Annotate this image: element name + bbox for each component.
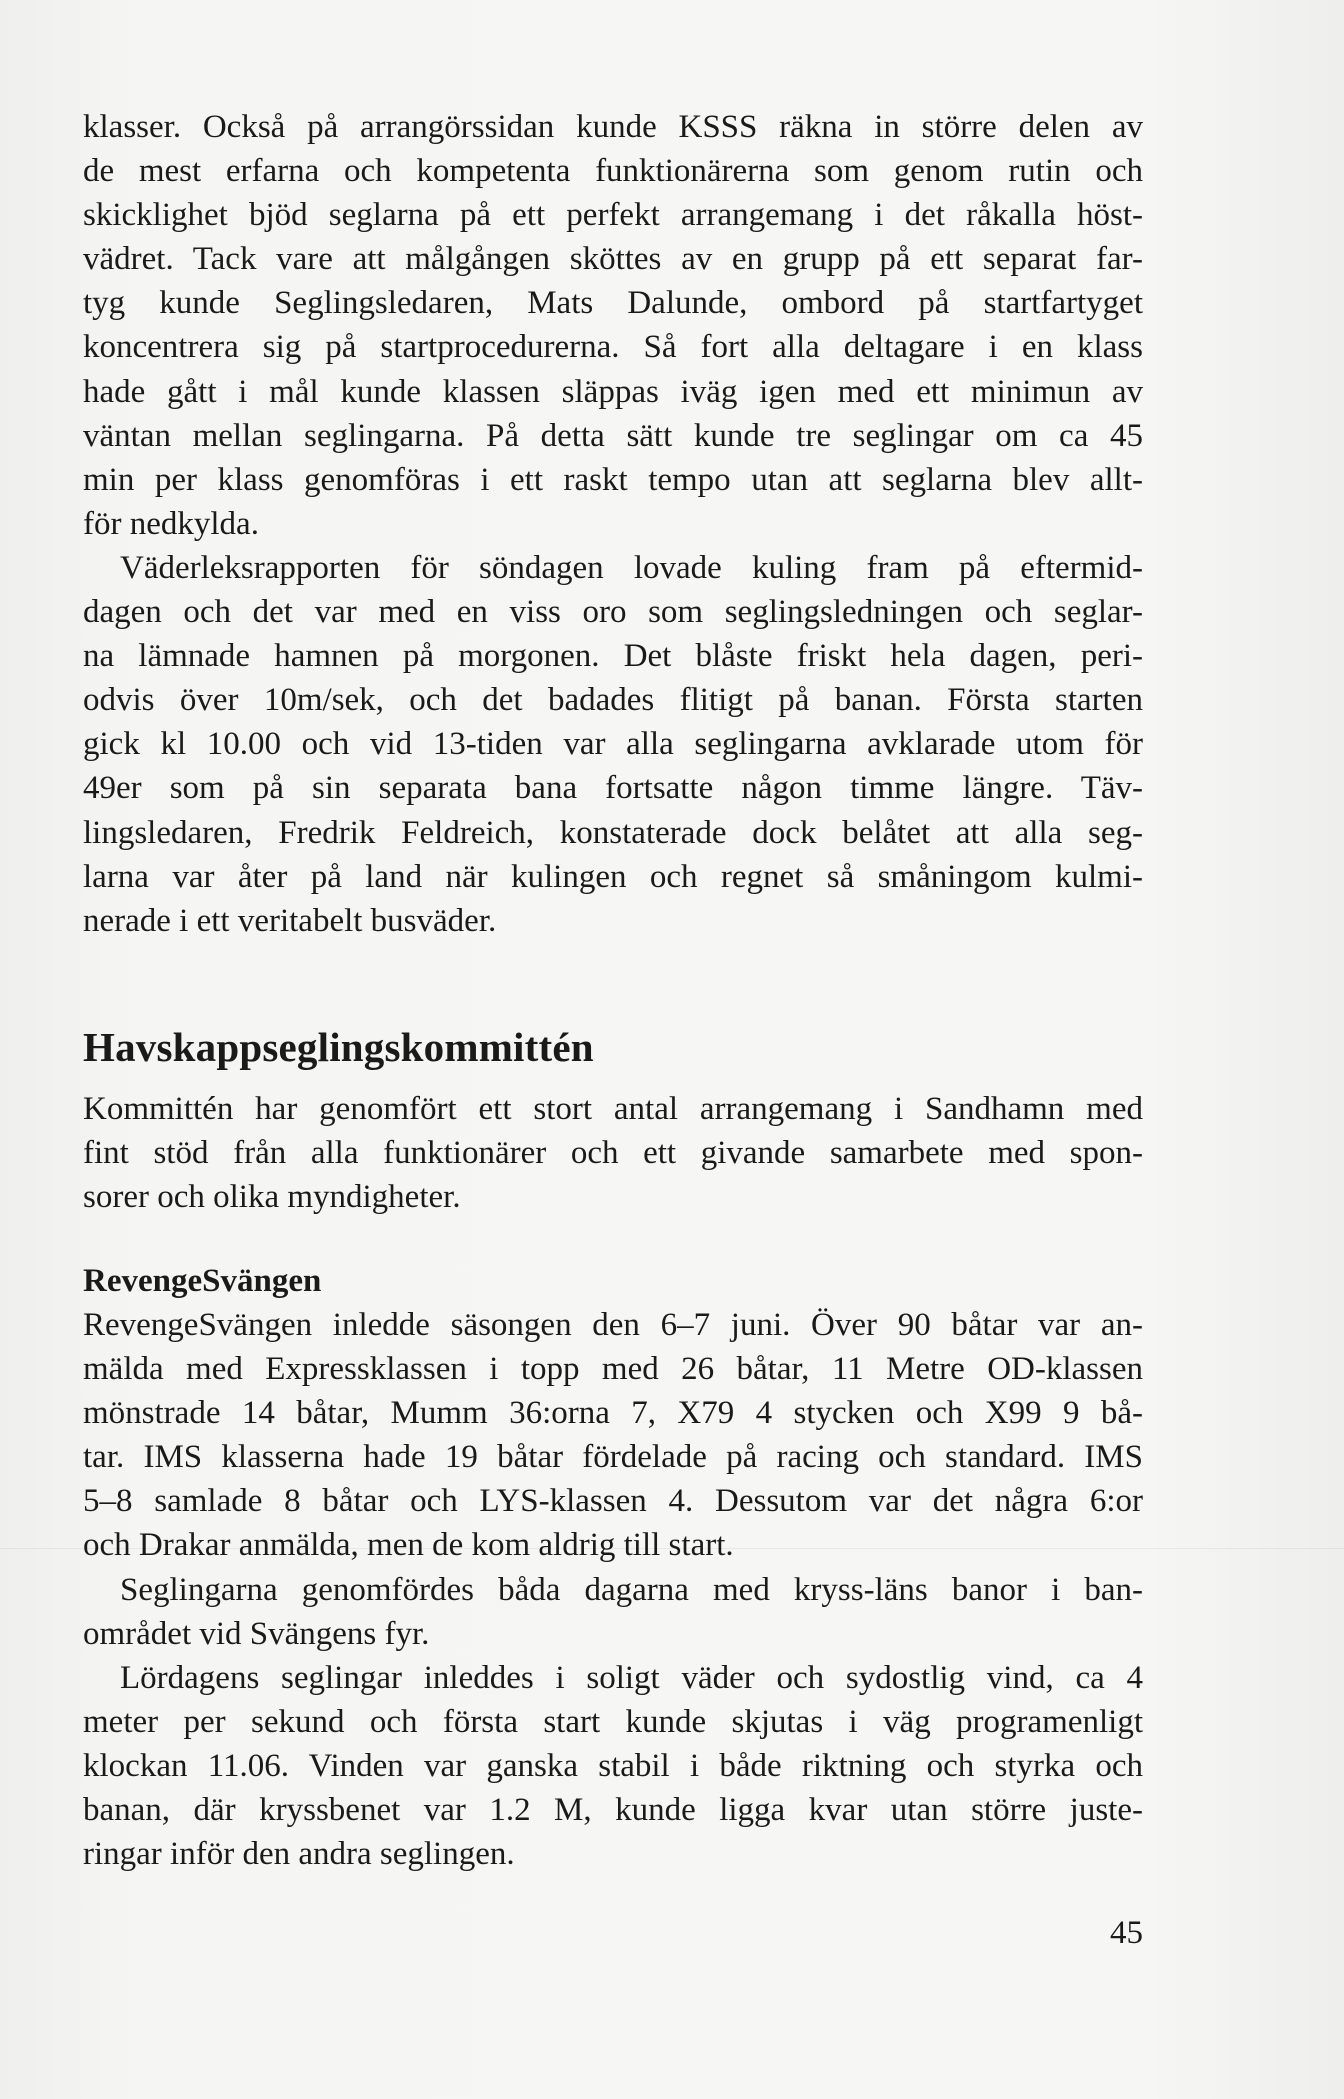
text-line: na lämnade hamnen på morgonen. Det blåste friskt hela dagen, peri-: [83, 638, 1143, 675]
text-line: väntan mellan seglingarna. På detta sätt kunde tre seglingar om ca 45: [83, 417, 1143, 454]
text-line: 49er som på sin separata bana fortsatte någon timme längre. Täv-: [83, 770, 1143, 807]
text-line: klockan 11.06. Vinden var ganska stabil i både riktning och styrka och: [83, 1747, 1143, 1784]
text-line: och Drakar anmälda, men de kom aldrig till start.: [83, 1527, 734, 1564]
text-line: klasser. Också på arrangörssidan kunde KSSS räkna in större delen av: [83, 109, 1143, 145]
paragraph-weather: [83, 546, 1143, 943]
subsection: [83, 1259, 1143, 1876]
page-number: 45: [1110, 1915, 1143, 1951]
text-line: dagen och det var med en viss oro som seglingsledningen och seglar-: [83, 594, 1143, 631]
text-line: min per klass genomföras i ett raskt tempo utan att seglarna blev allt-: [83, 461, 1143, 498]
text-line: RevengeSvängen inledde säsongen den 6–7 juni. Över 90 båtar var an-: [83, 1307, 1143, 1343]
subsection-heading: RevengeSvängen: [83, 1263, 322, 1299]
text-line: 5–8 samlade 8 båtar och LYS-klassen 4. Dessutom var det några 6:or: [83, 1483, 1143, 1520]
text-column-top: [83, 105, 1143, 943]
text-line: hade gått i mål kunde klassen släppas iväg igen med ett minimun av: [83, 373, 1143, 410]
paragraph-courses: [83, 1568, 1143, 1656]
paragraph-saturday: [83, 1656, 1143, 1876]
text-line: banan, där kryssbenet var 1.2 M, kunde ligga kvar utan större juste-: [83, 1792, 1143, 1829]
text-line: Väderleksrapporten för söndagen lovade kuling fram på eftermid-: [120, 549, 1143, 586]
text-line: mälda med Expressklassen i topp med 26 båtar, 11 Metre OD-klassen: [83, 1351, 1143, 1388]
text-line: fint stöd från alla funktionärer och ett givande samarbete med spon-: [83, 1135, 1143, 1172]
text-line: sorer och olika myndigheter.: [83, 1179, 461, 1216]
text-line: gick kl 10.00 och vid 13-tiden var alla seglingarna avklarade utom för: [83, 726, 1143, 763]
text-line: nerade i ett veritabelt busväder.: [83, 902, 497, 939]
text-line: för nedkylda.: [83, 505, 259, 542]
text-line: de mest erfarna och kompetenta funktionärerna som genom rutin och: [83, 153, 1143, 190]
text-line: meter per sekund och första start kunde skjutas i väg programenligt: [83, 1703, 1143, 1740]
paragraph-entries: [83, 1303, 1143, 1568]
text-line: koncentrera sig på startprocedurerna. Så fort alla deltagare i en klass: [83, 329, 1143, 366]
text-line: ringar inför den andra seglingen.: [83, 1836, 515, 1873]
text-line: området vid Svängens fyr.: [83, 1615, 430, 1652]
text-line: skicklighet bjöd seglarna på ett perfekt arrangemang i det råkalla höst-: [83, 197, 1143, 234]
text-line: odvis över 10m/sek, och det badades flitigt på banan. Första starten: [83, 682, 1143, 719]
text-line: Kommittén har genomfört ett stort antal arrangemang i Sandhamn med: [83, 1091, 1143, 1127]
text-line: tar. IMS klasserna hade 19 båtar fördelade på racing och standard. IMS: [83, 1439, 1143, 1476]
text-line: Seglingarna genomfördes båda dagarna med kryss-läns banor i ban-: [120, 1571, 1143, 1608]
text-line: vädret. Tack vare att målgången sköttes av en grupp på ett separat far-: [83, 241, 1143, 278]
paragraph-intro: [83, 105, 1143, 546]
text-line: lingsledaren, Fredrik Feldreich, konstaterade dock belåtet att alla seg-: [83, 814, 1143, 851]
text-line: larna var åter på land när kulingen och regnet så småningom kulmi-: [83, 858, 1143, 895]
text-line: Lördagens seglingar inleddes i soligt väder och sydostlig vind, ca 4: [120, 1659, 1143, 1696]
section-heading: Havskappseglingskommittén: [83, 1024, 594, 1070]
section-intro: [83, 1087, 1143, 1219]
text-line: tyg kunde Seglingsledaren, Mats Dalunde, ombord på startfartyget: [83, 285, 1143, 322]
text-line: mönstrade 14 båtar, Mumm 36:orna 7, X79 4 stycken och X99 9 bå-: [83, 1395, 1143, 1432]
